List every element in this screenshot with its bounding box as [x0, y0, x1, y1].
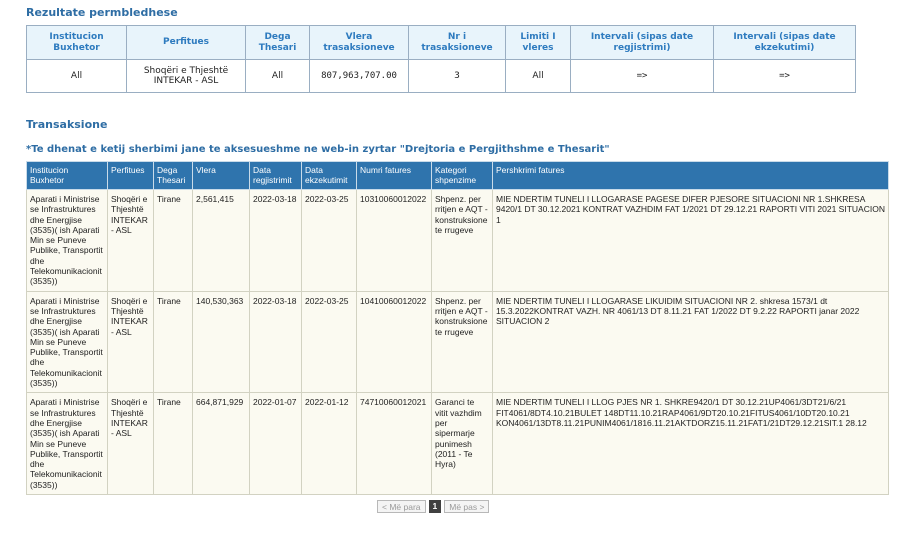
transactions-header-row [27, 162, 889, 190]
cell-data-regjistrimit: 2022-03-18 [250, 291, 302, 393]
summary-cell: Shoqëri e Thjeshtë INTEKAR - ASL [127, 60, 246, 93]
column-header: Kategori shpenzime [432, 162, 493, 190]
cell-vlera: 664,871,929 [193, 393, 250, 495]
summary-row [27, 60, 856, 93]
next-page-button[interactable]: Më pas > [444, 500, 489, 513]
cell-numri-fatures: 10310060012022 [357, 190, 432, 292]
current-page-indicator: 1 [429, 500, 442, 513]
cell-pershkrimi: MIE NDERTIM TUNELI I LLOGARASE LIKUIDIM SITUACIONI NR 2. shkresa 1573/1 dt 15.3.2022KONTRAT VAZH. NR 4061/13 DT 8.11.21 FAT 1/2022 DT 9.2.22 RAPORTI janar 2022 SITUACION 2 [493, 291, 889, 393]
column-header: Numri fatures [357, 162, 432, 190]
column-header: Vlera [193, 162, 250, 190]
prev-page-button[interactable]: < Më para [377, 500, 426, 513]
column-header: Data regjistrimit [250, 162, 302, 190]
transactions-title: Transaksione [26, 118, 108, 131]
summary-header: Nr i trasaksioneve [409, 26, 506, 60]
summary-title: Rezultate permbledhese [26, 6, 178, 19]
summary-header: Perfitues [127, 26, 246, 60]
cell-kategori: Garanci te vitit vazhdim per sipermarje punimesh (2011 - Te Hyra) [432, 393, 493, 495]
cell-institucion: Aparati i Ministrise se Infrastruktures dhe Energjise (3535)( ish Aparati Min se Puneve Publike, Transportit dhe Telekomunikacionit (3535)) [27, 393, 108, 495]
cell-numri-fatures: 74710060012021 [357, 393, 432, 495]
summary-cell: 3 [409, 60, 506, 93]
column-header: Perfitues [108, 162, 154, 190]
summary-header-row [27, 26, 856, 60]
summary-header: Dega Thesari [246, 26, 310, 60]
summary-table [26, 25, 856, 93]
cell-dega: Tirane [154, 291, 193, 393]
transactions-table [26, 161, 889, 495]
cell-data-regjistrimit: 2022-03-18 [250, 190, 302, 292]
column-header: Data ekzekutimit [302, 162, 357, 190]
cell-kategori: Shpenz. per rritjen e AQT - konstruksione te rrugeve [432, 190, 493, 292]
summary-cell: All [27, 60, 127, 93]
summary-cell: 807,963,707.00 [310, 60, 409, 93]
cell-numri-fatures: 10410060012022 [357, 291, 432, 393]
cell-institucion: Aparati i Ministrise se Infrastruktures dhe Energjise (3535)( ish Aparati Min se Puneve Publike, Transportit dhe Telekomunikacionit (3535)) [27, 190, 108, 292]
cell-perfitues: Shoqëri e Thjeshtë INTEKAR - ASL [108, 190, 154, 292]
table-row [27, 291, 889, 393]
table-row [27, 393, 889, 495]
column-header: Pershkrimi fatures [493, 162, 889, 190]
cell-pershkrimi: MIE NDERTIM TUNELI I LLOGARASE PAGESE DIFER PJESORE SITUACIONI NR 1.SHKRESA 9420/1 DT 30.12.2021 KONTRAT VAZHDIM FAT 1/2021 DT 29.12.21 RAPORTI VITI 2021 SITUACION 1 [493, 190, 889, 292]
column-header: Institucion Buxhetor [27, 162, 108, 190]
cell-data-ekzekutimit: 2022-03-25 [302, 190, 357, 292]
cell-perfitues: Shoqëri e Thjeshtë INTEKAR - ASL [108, 291, 154, 393]
table-row [27, 190, 889, 292]
cell-dega: Tirane [154, 393, 193, 495]
cell-data-regjistrimit: 2022-01-07 [250, 393, 302, 495]
cell-institucion: Aparati i Ministrise se Infrastruktures dhe Energjise (3535)( ish Aparati Min se Puneve Publike, Transportit dhe Telekomunikacionit (3535)) [27, 291, 108, 393]
notice-text: *Te dhenat e ketij sherbimi jane te aksesueshme ne web-in zyrtar "Drejtoria e Pergjithshme e Thesarit" [26, 144, 610, 155]
column-header: Dega Thesari [154, 162, 193, 190]
summary-cell: => [571, 60, 714, 93]
summary-cell: All [246, 60, 310, 93]
cell-perfitues: Shoqëri e Thjeshtë INTEKAR - ASL [108, 393, 154, 495]
summary-header: Intervali (sipas date ekzekutimi) [714, 26, 856, 60]
summary-header: Intervali (sipas date regjistrimi) [571, 26, 714, 60]
cell-kategori: Shpenz. per rritjen e AQT - konstruksione te rrugeve [432, 291, 493, 393]
cell-data-ekzekutimit: 2022-03-25 [302, 291, 357, 393]
cell-pershkrimi: MIE NDERTIM TUNELI I LLOG PJES NR 1. SHKRE9420/1 DT 30.12.21UP4061/3DT21/6/21 FIT4061/8DT4.10.21BULET 148DT11.10.21RAP4061/9DT20.10.21FITUS4061/10DT20.10.21 KON4061/13DT8.11.21PUNIM4061/1816.11.21AKTDORZ15.11.21FAT1/21DT29.12.21SIT.1 28.12 [493, 393, 889, 495]
summary-header: Institucion Buxhetor [27, 26, 127, 60]
cell-dega: Tirane [154, 190, 193, 292]
cell-data-ekzekutimit: 2022-01-12 [302, 393, 357, 495]
cell-vlera: 2,561,415 [193, 190, 250, 292]
summary-cell: => [714, 60, 856, 93]
cell-vlera: 140,530,363 [193, 291, 250, 393]
summary-header: Vlera trasaksioneve [310, 26, 409, 60]
summary-cell: All [506, 60, 571, 93]
pagination [377, 500, 489, 513]
summary-header: Limiti I vleres [506, 26, 571, 60]
